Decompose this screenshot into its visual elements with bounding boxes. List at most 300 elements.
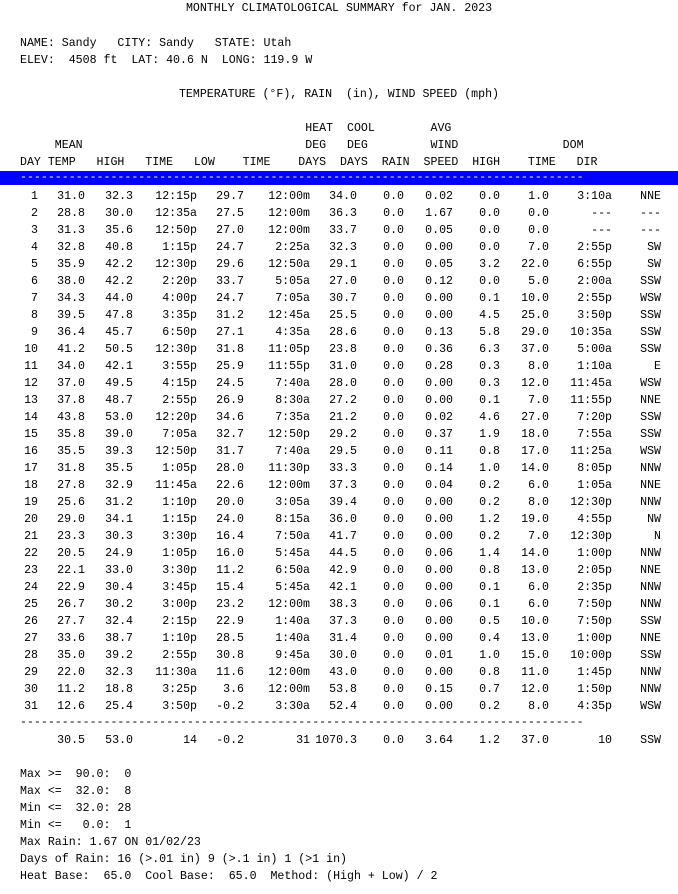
cell-cool-deg-days: 0.0 [383,564,404,577]
cell-low: -0.2 [216,700,244,713]
cell-heat-deg-days: 29.2 [329,428,357,441]
cell-wind-high-time: 2:05p [577,564,612,577]
cell-mean-temp: 34.0 [57,360,85,373]
cell-cool-deg-days: 0.0 [383,241,404,254]
cell-wind-high: 19.0 [521,513,549,526]
cell-heat-deg-days: 33.7 [329,224,357,237]
table-row [0,256,678,273]
cell-high-time: 2:15p [162,615,197,628]
cell-low: 24.0 [216,513,244,526]
header-divider-dashes: --------------------------------------------------------------------------------- [20,171,584,184]
cell-rain: 0.00 [425,632,453,645]
cell-avg-wind-speed: 1.0 [479,649,500,662]
cell-day: 9 [31,326,38,339]
cell-high: 40.8 [105,241,133,254]
cell-rain: 0.01 [425,649,453,662]
cell-cool-deg-days: 0.0 [383,615,404,628]
cell-mean-temp: 35.9 [57,258,85,271]
cell-wind-high: 5.0 [528,275,549,288]
cell-rain: 0.36 [425,343,453,356]
cell-rain: 0.13 [425,326,453,339]
cell-heat-deg-days: 25.5 [329,309,357,322]
cell-dom-dir: WSW [640,377,661,390]
cell-heat-deg-days: 33.3 [329,462,357,475]
totals-divider: --------------------------------------------------------------------------------- [20,716,584,729]
cell-heat-deg-days: 27.0 [329,275,357,288]
cell-wind-high-time: 1:00p [577,547,612,560]
table-row [0,477,678,494]
cell-heat-deg-days: 43.0 [329,666,357,679]
cell-cool-deg-days: 0.0 [383,581,404,594]
cell-day: 21 [24,530,38,543]
cell-heat-deg-days: 44.5 [329,547,357,560]
cell-heat-deg-days: 31.0 [329,360,357,373]
cell-low-time: 12:00m [268,224,310,237]
cell-high-time: 1:15p [162,513,197,526]
cell-cool-deg-days: 0.0 [383,275,404,288]
cell-heat-deg-days: 42.1 [329,581,357,594]
cell-day: 3 [31,224,38,237]
header-line-2: MEAN DEG DEG WIND DOM [20,139,584,152]
cell-low-time: 6:50a [275,564,310,577]
cell-mean-temp: 35.5 [57,445,85,458]
cell-wind-high-time: 7:20p [577,411,612,424]
cell-avg-wind-speed: 0.1 [479,292,500,305]
cell-wind-high: 37.0 [521,343,549,356]
cell-wind-high-time: 11:45a [570,377,612,390]
header-line-1: HEAT COOL AVG [20,122,452,135]
cell-mean-temp: 27.8 [57,479,85,492]
cell-high: 24.9 [105,547,133,560]
cell-day: 5 [31,258,38,271]
cell-day: 18 [24,479,38,492]
cell-dom-dir: NNW [640,598,661,611]
cell-low-time: 7:40a [275,445,310,458]
cell-high-time: 11:45a [155,479,197,492]
cell-avg-wind-speed: 0.7 [479,683,500,696]
table-row [0,341,678,358]
cell-low: 31.2 [216,309,244,322]
cell-high: 33.0 [105,564,133,577]
cell-high-time: 4:15p [162,377,197,390]
cell-high-time: 1:05p [162,462,197,475]
cell-avg-wind-speed: 0.2 [479,479,500,492]
cell-heat-deg-days: 21.2 [329,411,357,424]
cell-avg-wind-speed: 1.2 [479,734,500,747]
cell-high: 39.0 [105,428,133,441]
cell-dom-dir: SSW [640,275,661,288]
cell-day: 25 [24,598,38,611]
cell-dom-dir: NNE [640,564,661,577]
cell-wind-high: 25.0 [521,309,549,322]
cell-wind-high-time: 5:00a [577,343,612,356]
cell-dom-dir: NNW [640,683,661,696]
cell-mean-temp: 20.5 [57,547,85,560]
cell-low: 29.6 [216,258,244,271]
cell-wind-high-time: 3:10a [577,190,612,203]
cell-wind-high: 37.0 [521,734,549,747]
table-row [0,392,678,409]
cell-cool-deg-days: 0.0 [383,547,404,560]
cell-low-time: 5:45a [275,581,310,594]
cell-low-time: 1:40a [275,615,310,628]
cell-rain: 0.02 [425,411,453,424]
cell-dom-dir: SW [647,258,661,271]
cell-wind-high-time: 4:55p [577,513,612,526]
cell-low-time: 11:55p [268,360,310,373]
table-row [0,630,678,647]
cell-cool-deg-days: 0.0 [383,224,404,237]
cell-dom-dir: NW [647,513,661,526]
cell-high-time: 11:30a [155,666,197,679]
cell-wind-high-time: 10:00p [570,649,612,662]
cell-day: 31 [24,700,38,713]
cell-high: 53.0 [105,411,133,424]
cell-mean-temp: 43.8 [57,411,85,424]
cell-dom-dir: SSW [640,428,661,441]
cell-day: 24 [24,581,38,594]
cell-day: 22 [24,547,38,560]
cell-wind-high: 15.0 [521,649,549,662]
table-row [0,664,678,681]
cell-heat-deg-days: 37.3 [329,479,357,492]
cell-rain: 0.11 [425,445,453,458]
cell-heat-deg-days: 34.0 [329,190,357,203]
cell-low-time: 2:25a [275,241,310,254]
cell-day: 28 [24,649,38,662]
table-row [0,290,678,307]
cell-wind-high-time: 1:00p [577,632,612,645]
cell-dom-dir: --- [640,207,661,220]
cell-wind-high: 8.0 [528,360,549,373]
cell-wind-high: 17.0 [521,445,549,458]
cell-high: 42.2 [105,258,133,271]
cell-wind-high-time: 7:50p [577,615,612,628]
cell-wind-high-time: --- [591,224,612,237]
cell-wind-high-time: 1:50p [577,683,612,696]
cell-wind-high: 22.0 [521,258,549,271]
cell-avg-wind-speed: 1.0 [479,462,500,475]
cell-high: 53.0 [105,734,133,747]
table-row [0,188,678,205]
cell-rain: 0.00 [425,666,453,679]
footer-line-5: Max Rain: 1.67 ON 01/02/23 [20,836,201,849]
cell-rain: 0.00 [425,530,453,543]
cell-wind-high: 11.0 [521,666,549,679]
cell-low-time: 31 [296,734,310,747]
cell-low-time: 1:40a [275,632,310,645]
cell-rain: 0.05 [425,258,453,271]
cell-cool-deg-days: 0.0 [383,479,404,492]
cell-day: 23 [24,564,38,577]
cell-day: 12 [24,377,38,390]
cell-day: 26 [24,615,38,628]
cell-low: 27.0 [216,224,244,237]
table-row [0,239,678,256]
cell-wind-high-time: 4:35p [577,700,612,713]
cell-avg-wind-speed: 0.3 [479,360,500,373]
cell-low: 3.6 [223,683,244,696]
cell-rain: 0.00 [425,394,453,407]
cell-day: 15 [24,428,38,441]
cell-rain: 0.00 [425,615,453,628]
cell-high-time: 3:55p [162,360,197,373]
cell-heat-deg-days: 42.9 [329,564,357,577]
cell-low-time: 7:35a [275,411,310,424]
cell-avg-wind-speed: 0.8 [479,445,500,458]
cell-low-time: 12:50a [268,258,310,271]
cell-cool-deg-days: 0.0 [383,598,404,611]
cell-low-time: 11:05p [268,343,310,356]
cell-dom-dir: NNE [640,394,661,407]
table-row [0,528,678,545]
station-elevation-line: ELEV: 4508 ft LAT: 40.6 N LONG: 119.9 W [20,54,313,67]
cell-wind-high-time: 2:55p [577,292,612,305]
cell-low: 22.6 [216,479,244,492]
cell-low: 29.7 [216,190,244,203]
cell-wind-high: 12.0 [521,683,549,696]
cell-mean-temp: 37.0 [57,377,85,390]
cell-cool-deg-days: 0.0 [383,190,404,203]
totals-values [0,732,678,749]
cell-low: 16.4 [216,530,244,543]
cell-wind-high-time: 2:00a [577,275,612,288]
cell-high-time: 3:45p [162,581,197,594]
cell-heat-deg-days: 32.3 [329,241,357,254]
cell-high-time: 12:30p [155,343,197,356]
cell-dom-dir: SSW [640,649,661,662]
cell-avg-wind-speed: 0.0 [479,241,500,254]
cell-high: 48.7 [105,394,133,407]
cell-avg-wind-speed: 0.1 [479,581,500,594]
cell-wind-high: 7.0 [528,394,549,407]
cell-heat-deg-days: 30.7 [329,292,357,305]
cell-dom-dir: E [654,360,661,373]
cell-high-time: 12:50p [155,224,197,237]
cell-low-time: 7:40a [275,377,310,390]
cell-mean-temp: 12.6 [57,700,85,713]
cell-avg-wind-speed: 0.5 [479,615,500,628]
cell-high: 42.1 [105,360,133,373]
cell-wind-high-time: 11:25a [570,445,612,458]
cell-high-time: 1:10p [162,632,197,645]
table-row [0,681,678,698]
cell-wind-high: 10.0 [521,615,549,628]
cell-low: 20.0 [216,496,244,509]
cell-avg-wind-speed: 1.9 [479,428,500,441]
cell-high: 42.2 [105,275,133,288]
cell-heat-deg-days: 36.3 [329,207,357,220]
station-name-line: NAME: Sandy CITY: Sandy STATE: Utah [20,37,292,50]
cell-rain: 0.04 [425,479,453,492]
cell-cool-deg-days: 0.0 [383,649,404,662]
cell-heat-deg-days: 30.0 [329,649,357,662]
cell-avg-wind-speed: 1.4 [479,547,500,560]
cell-mean-temp: 11.2 [57,683,85,696]
cell-high: 31.2 [105,496,133,509]
cell-cool-deg-days: 0.0 [383,700,404,713]
cell-mean-temp: 27.7 [57,615,85,628]
cell-low-time: 4:35a [275,326,310,339]
units-heading: TEMPERATURE (°F), RAIN (in), WIND SPEED (mph) [178,88,500,101]
cell-mean-temp: 35.0 [57,649,85,662]
cell-dom-dir: NNW [640,462,661,475]
cell-heat-deg-days: 29.1 [329,258,357,271]
cell-heat-deg-days: 29.5 [329,445,357,458]
cell-rain: 0.00 [425,377,453,390]
cell-high-time: 2:20p [162,275,197,288]
cell-heat-deg-days: 41.7 [329,530,357,543]
cell-wind-high: 13.0 [521,632,549,645]
cell-low-time: 11:30p [268,462,310,475]
cell-high-time: 6:50p [162,326,197,339]
cell-mean-temp: 28.8 [57,207,85,220]
cell-low-time: 12:50p [268,428,310,441]
cell-mean-temp: 30.5 [57,734,85,747]
cell-wind-high-time: 1:05a [577,479,612,492]
table-row [0,460,678,477]
cell-mean-temp: 31.8 [57,462,85,475]
cell-day: 17 [24,462,38,475]
cell-wind-high: 10.0 [521,292,549,305]
cell-high-time: 2:55p [162,394,197,407]
cell-low: 11.6 [216,666,244,679]
cell-rain: 0.37 [425,428,453,441]
cell-high-time: 12:50p [155,445,197,458]
cell-day: 4 [31,241,38,254]
cell-mean-temp: 29.0 [57,513,85,526]
cell-cool-deg-days: 0.0 [383,496,404,509]
table-row [0,647,678,664]
cell-rain: 0.00 [425,581,453,594]
cell-wind-high-time: 1:10a [577,360,612,373]
cell-high: 34.1 [105,513,133,526]
cell-wind-high-time: 10:35a [570,326,612,339]
cell-day: 29 [24,666,38,679]
cell-cool-deg-days: 0.0 [383,411,404,424]
cell-day: 11 [24,360,38,373]
cell-rain: 0.00 [425,309,453,322]
cell-low-time: 12:00m [268,598,310,611]
cell-low: 26.9 [216,394,244,407]
cell-low-time: 12:00m [268,207,310,220]
cell-mean-temp: 22.1 [57,564,85,577]
cell-high: 44.0 [105,292,133,305]
cell-low: 28.0 [216,462,244,475]
table-row [0,375,678,392]
cell-high: 32.4 [105,615,133,628]
cell-high: 35.5 [105,462,133,475]
cell-low: 16.0 [216,547,244,560]
cell-dom-dir: SSW [640,309,661,322]
table-row [0,307,678,324]
cell-wind-high: 6.0 [528,598,549,611]
cell-wind-high: 7.0 [528,530,549,543]
cell-wind-high-time: 8:05p [577,462,612,475]
cell-high: 39.3 [105,445,133,458]
table-row [0,579,678,596]
cell-mean-temp: 41.2 [57,343,85,356]
cell-avg-wind-speed: 3.2 [479,258,500,271]
cell-rain: 0.00 [425,564,453,577]
cell-cool-deg-days: 0.0 [383,207,404,220]
cell-high: 50.5 [105,343,133,356]
table-row [0,562,678,579]
cell-high-time: 12:20p [155,411,197,424]
cell-low: 22.9 [216,615,244,628]
cell-cool-deg-days: 0.0 [383,462,404,475]
cell-avg-wind-speed: 5.8 [479,326,500,339]
cell-dom-dir: WSW [640,700,661,713]
cell-dom-dir: SSW [640,615,661,628]
cell-low: 15.4 [216,581,244,594]
cell-mean-temp: 31.0 [57,190,85,203]
cell-day: 19 [24,496,38,509]
cell-dom-dir: --- [640,224,661,237]
cell-heat-deg-days: 39.4 [329,496,357,509]
cell-cool-deg-days: 0.0 [383,445,404,458]
cell-mean-temp: 36.4 [57,326,85,339]
cell-wind-high: 12.0 [521,377,549,390]
cell-avg-wind-speed: 0.2 [479,530,500,543]
cell-wind-high-time: 1:45p [577,666,612,679]
cell-mean-temp: 34.3 [57,292,85,305]
cell-high-time: 1:05p [162,547,197,560]
cell-cool-deg-days: 0.0 [383,377,404,390]
cell-high-time: 12:15p [155,190,197,203]
table-row [0,358,678,375]
cell-low: 23.2 [216,598,244,611]
cell-day: 14 [24,411,38,424]
cell-high: 47.8 [105,309,133,322]
cell-avg-wind-speed: 1.2 [479,513,500,526]
table-row [0,596,678,613]
cell-high-time: 3:30p [162,530,197,543]
cell-high: 30.3 [105,530,133,543]
cell-wind-high: 27.0 [521,411,549,424]
cell-low-time: 7:50a [275,530,310,543]
cell-low-time: 8:30a [275,394,310,407]
cell-rain: 0.12 [425,275,453,288]
cell-wind-high-time: 12:30p [570,496,612,509]
cell-high-time: 3:35p [162,309,197,322]
cell-low: 31.8 [216,343,244,356]
cell-wind-high: 6.0 [528,581,549,594]
cell-high: 32.3 [105,666,133,679]
cell-dom-dir: SSW [640,734,661,747]
cell-high-time: 3:00p [162,598,197,611]
cell-high-time: 7:05a [162,428,197,441]
cell-mean-temp: 22.9 [57,581,85,594]
footer-line-4: Min <= 0.0: 1 [20,819,132,832]
cell-high: 35.6 [105,224,133,237]
cell-cool-deg-days: 0.0 [383,292,404,305]
cell-dom-dir: NNE [640,479,661,492]
cell-rain: 0.05 [425,224,453,237]
cell-high-time: 14 [183,734,197,747]
table-row [0,222,678,239]
cell-low: 11.2 [216,564,244,577]
table-row [0,324,678,341]
cell-avg-wind-speed: 0.0 [479,275,500,288]
cell-wind-high-time: 2:35p [577,581,612,594]
cell-high: 45.7 [105,326,133,339]
cell-avg-wind-speed: 0.2 [479,700,500,713]
cell-low-time: 8:15a [275,513,310,526]
cell-low-time: 12:00m [268,666,310,679]
cell-dom-dir: NNW [640,666,661,679]
cell-rain: 0.00 [425,496,453,509]
